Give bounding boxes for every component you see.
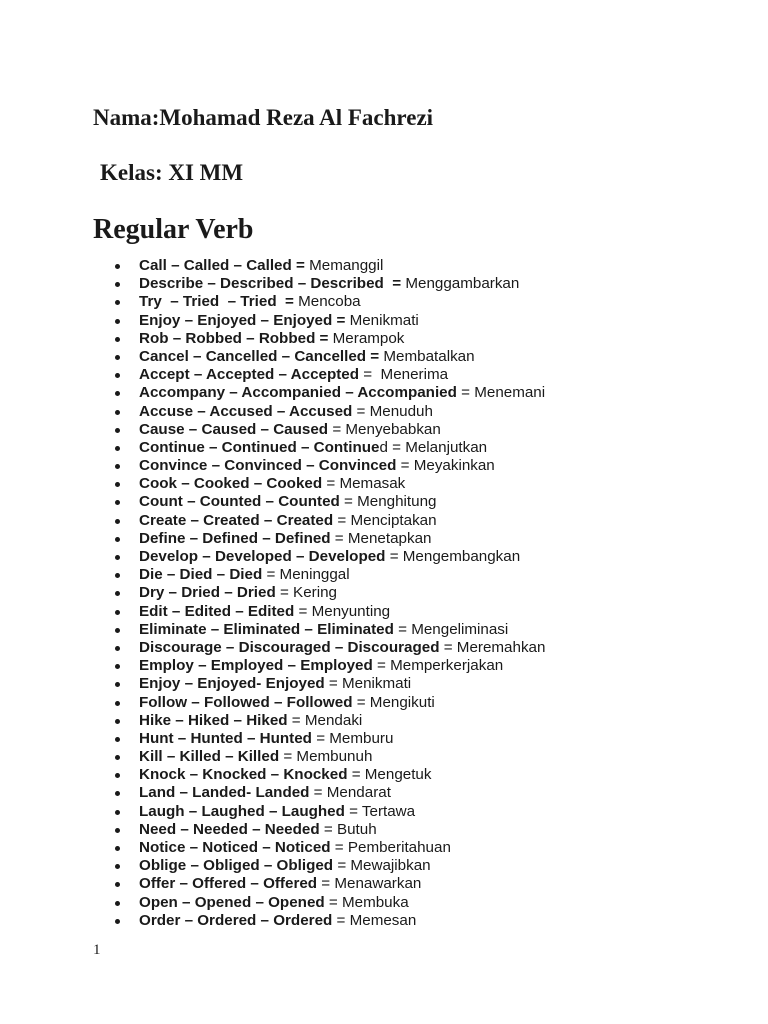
verb-forms: Hike – Hiked – Hiked [139,711,288,729]
bullet-icon [115,791,120,796]
verb-translation: = Menyebabkan [328,420,441,438]
student-name: Nama:Mohamad Reza Al Fachrezi [93,105,434,130]
bullet-icon [115,373,120,378]
bullet-icon [115,428,120,433]
verb-forms: Land – Landed- Landed [139,784,310,802]
verb-forms: Laugh – Laughed – Laughed [139,802,345,820]
section-title: Regular Verb [93,214,254,245]
list-item [0,839,545,857]
verb-translation: = Membuka [324,893,409,911]
verb-translation: = Menciptakan [333,511,437,529]
verb-translation: = Tertawa [344,802,416,820]
student-class: Kelas: XI MM [100,160,244,185]
verb-translation: = Menetapkan [330,529,432,547]
verb-translation: = Menyunting [294,602,391,620]
verb-forms: Enjoy – Enjoyed – Enjoyed = [139,311,346,329]
bullet-icon [115,701,120,706]
verb-forms: Eliminate – Eliminated – Eliminated [139,620,394,638]
bullet-icon [115,610,120,615]
list-item [0,857,545,875]
verb-translation: = Mendarat [309,784,391,802]
list-item [0,803,545,821]
list-item [0,312,545,330]
bullet-icon [115,264,120,269]
list-item [0,566,545,584]
bullet-icon [115,500,120,505]
bullet-icon [115,337,120,342]
bullet-icon [115,391,120,396]
bullet-icon [115,864,120,869]
bullet-icon [115,446,120,451]
bullet-icon [115,519,120,524]
bullet-icon [115,755,120,760]
bullet-icon [115,846,120,851]
verb-translation: = Memasak [322,475,406,493]
bullet-icon [115,573,120,578]
verb-translation: = Mengikuti [352,693,435,711]
list-item [0,275,545,293]
verb-translation: Memanggil [304,257,384,274]
list-item [0,639,545,657]
bullet-icon [115,664,120,669]
verb-translation: = Menuduh [352,402,433,420]
list-item [0,348,545,366]
verb-translation: Menggambarkan [401,275,520,293]
list-item [0,548,545,566]
verb-translation: = Menemani [456,384,546,402]
bullet-icon [115,919,120,924]
verb-forms: Notice – Noticed – Noticed [139,839,331,856]
bullet-icon [115,537,120,542]
verb-translation: = Mengetuk [347,766,432,784]
list-item [0,912,545,930]
bullet-icon [115,882,120,887]
verb-translation: = Mendaki [287,711,363,729]
verb-forms: Employ – Employed – Employed [139,657,373,675]
verb-translation: = Membunuh [279,748,373,766]
list-item [0,730,545,748]
list-item [0,512,545,530]
list-item [0,530,545,548]
bullet-icon [115,355,120,360]
verb-forms: Count – Counted – Counted [139,493,340,511]
list-item [0,384,545,402]
verb-forms: Kill – Killed – Killed [139,748,280,766]
page-number: 1 [93,942,101,958]
verb-forms: Discourage – Discouraged – Discouraged [139,638,440,656]
list-item [0,784,545,802]
list-item [0,584,545,602]
verb-forms: Cook – Cooked – Cooked [139,475,323,493]
verb-translation: = Memperkerjakan [372,657,504,675]
verb-translation: = Mewajibkan [333,857,431,875]
verb-translation: = Mengembangkan [385,548,521,565]
verb-forms: Develop – Developed – Developed [139,548,386,565]
verb-forms: Edit – Edited – Edited [139,602,295,620]
verb-translation: = Menerima [359,366,449,384]
verb-forms: Describe – Described – Described = [139,275,402,293]
verb-forms: Hunt – Hunted – Hunted [139,729,312,747]
verb-forms: Accuse – Accused – Accused [139,402,353,420]
verb-forms: Define – Defined – Defined [139,529,331,547]
verb-translation: = Meremahkan [439,638,546,656]
verb-forms: Order – Ordered – Ordered [139,911,333,929]
bullet-icon [115,828,120,833]
verb-translation: Merampok [328,329,405,347]
bullet-icon [115,300,120,305]
list-item [0,366,545,384]
list-item [0,875,545,893]
list-item [0,748,545,766]
verb-forms: Dry – Dried – Dried [139,584,276,602]
verb-translation: = Kering [275,584,337,602]
bullet-icon [115,737,120,742]
bullet-icon [115,901,120,906]
bullet-icon [115,482,120,487]
list-item [0,694,545,712]
verb-translation: = Meninggal [262,566,350,584]
verb-translation: d = Melanjutkan [379,438,488,456]
bullet-icon [115,591,120,596]
list-item [0,766,545,784]
verb-translation: = Memesan [332,911,417,929]
bullet-icon [115,628,120,633]
list-item [0,457,545,475]
verb-forms: Cause – Caused – Caused [139,420,329,438]
verb-forms: Oblige – Obliged – Obliged [139,857,334,875]
bullet-icon [115,464,120,469]
list-item [0,330,545,348]
list-item [0,621,545,639]
verb-translation: = Mengeliminasi [393,620,509,638]
verb-list [0,257,545,930]
verb-forms: Follow – Followed – Followed [139,693,353,711]
verb-forms: Knock – Knocked – Knocked [139,766,348,784]
bullet-icon [115,282,120,287]
list-item [0,257,545,275]
verb-translation: = Menikmati [324,675,412,693]
list-item [0,894,545,912]
verb-translation: = Meyakinkan [396,457,495,475]
list-item [0,403,545,421]
verb-forms: Continue – Continued – Continue [139,438,380,456]
verb-forms: Cancel – Cancelled – Cancelled = [139,347,380,365]
verb-forms: Accompany – Accompanied – Accompanied [139,384,457,402]
verb-forms: Die – Died – Died [139,566,263,584]
verb-translation: Mencoba [293,293,361,311]
list-item [0,475,545,493]
list-item [0,675,545,693]
verb-translation: = Menghitung [339,493,437,511]
bullet-icon [115,810,120,815]
list-item [0,821,545,839]
list-item [0,439,545,457]
verb-forms: Open – Opened – Opened [139,893,325,911]
bullet-icon [115,719,120,724]
verb-translation: = Pemberitahuan [330,839,451,856]
verb-forms: Rob – Robbed – Robbed = [139,329,329,347]
verb-translation: Menikmati [345,311,419,329]
list-item [0,603,545,621]
list-item [0,293,545,311]
list-item [0,421,545,439]
bullet-icon [115,410,120,415]
list-item [0,493,545,511]
list-item [0,657,545,675]
bullet-icon [115,646,120,651]
verb-forms: Create – Created – Created [139,511,334,529]
verb-forms: Accept – Accepted – Accepted [139,366,360,384]
bullet-icon [115,773,120,778]
verb-translation: = Menawarkan [317,875,422,893]
verb-translation: = Memburu [311,729,394,747]
verb-forms: Need – Needed – Needed [139,820,320,838]
verb-forms: Try – Tried – Tried = [139,293,294,311]
bullet-icon [115,682,120,687]
verb-forms: Offer – Offered – Offered [139,875,318,893]
list-item [0,712,545,730]
bullet-icon [115,319,120,324]
verb-forms: Convince – Convinced – Convinced [139,457,397,475]
verb-translation: Membatalkan [379,347,475,365]
bullet-icon [115,555,120,560]
verb-forms: Enjoy – Enjoyed- Enjoyed [139,675,325,693]
verb-forms: Call – Called – Called = [139,257,305,274]
verb-translation: = Butuh [319,820,377,838]
